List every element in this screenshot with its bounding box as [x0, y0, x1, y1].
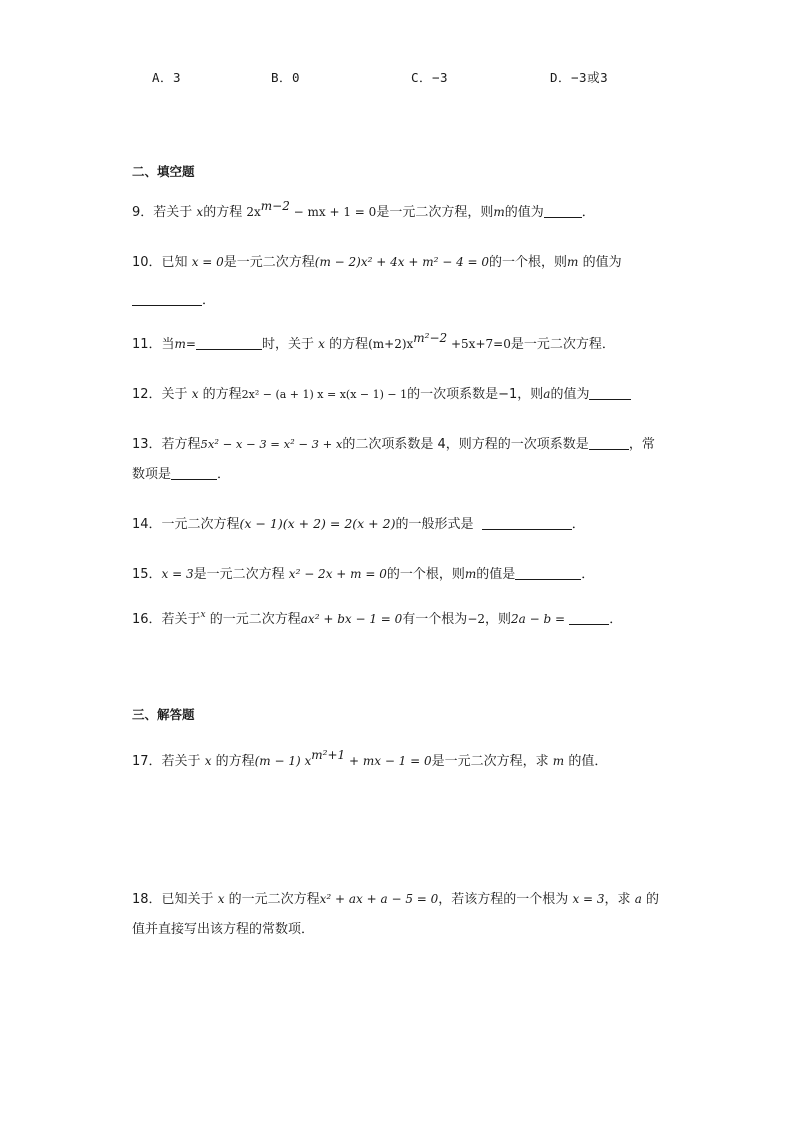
question-10: 10．已知 x = 0是一元二次方程(m − 2)x² + 4x + m² − 4 = 0的一个根，则m 的值为 — [132, 255, 622, 270]
question-9: 9．若关于 x的方程 $2x^{m-2}$ − mx + 1 = 0是一元二次方程，则m的值为 ． — [132, 199, 595, 220]
question-15: 15．x = 3是一元二次方程 x² − 2x + m = 0的一个根，则m的值是 ． — [132, 567, 595, 582]
question-13-line-2: 数项是 ． — [132, 467, 231, 482]
answer-blank[interactable] — [544, 204, 582, 218]
question-10-answer-line: ． — [132, 292, 215, 310]
answer-blank[interactable] — [569, 611, 609, 625]
answer-blank[interactable] — [196, 336, 262, 350]
option-a: A．3 — [152, 70, 182, 85]
question-14: 14．一元二次方程(x − 1)(x + 2) = 2(x + 2)的一般形式是 ． — [132, 516, 585, 532]
option-b: B．0 — [271, 70, 301, 85]
section-solve-heading: 三、解答题 — [132, 707, 195, 722]
question-12: 12．关于 x 的方程2x² − (a + 1) x = x(x − 1) − 1的一次项系数是−1，则a的值为 — [132, 385, 631, 404]
question-17: 17．若关于 x 的方程(m − 1) $x^{m^2+1}$ + mx − 1 = 0是一元二次方程，求 m 的值． — [132, 748, 608, 769]
question-18: 18．已知关于 x 的一元二次方程x² + ax + a − 5 = 0，若该方程的一个根为 x = 3，求 a 的 — [132, 892, 660, 907]
answer-blank[interactable] — [482, 516, 572, 530]
answer-blank[interactable] — [589, 436, 629, 450]
answer-blank[interactable] — [132, 292, 202, 306]
option-c: C．−3 — [411, 70, 449, 85]
answer-blank[interactable] — [515, 566, 581, 580]
question-18-line-2: 值并直接写出该方程的常数项． — [132, 922, 315, 937]
question-16: 16．若关于$^x$ 的一元二次方程ax² + bx − 1 = 0有一个根为−2，则2a − b = ． — [132, 610, 623, 627]
answer-blank[interactable] — [171, 466, 217, 480]
question-13: 13．若方程5x² − x − 3 = x² − 3 + x的二次项系数是 4，则方程的一次项系数是 ，常 — [132, 437, 655, 452]
question-11: 11．当m= 时，关于 x 的方程$(m+2)x^{m^2-2} +5x+7=0$是一元二次方程． — [132, 331, 615, 352]
answer-blank[interactable] — [589, 386, 631, 400]
section-fill-in-heading: 二、填空题 — [132, 164, 195, 179]
option-d: D．−3或3 — [550, 70, 609, 85]
